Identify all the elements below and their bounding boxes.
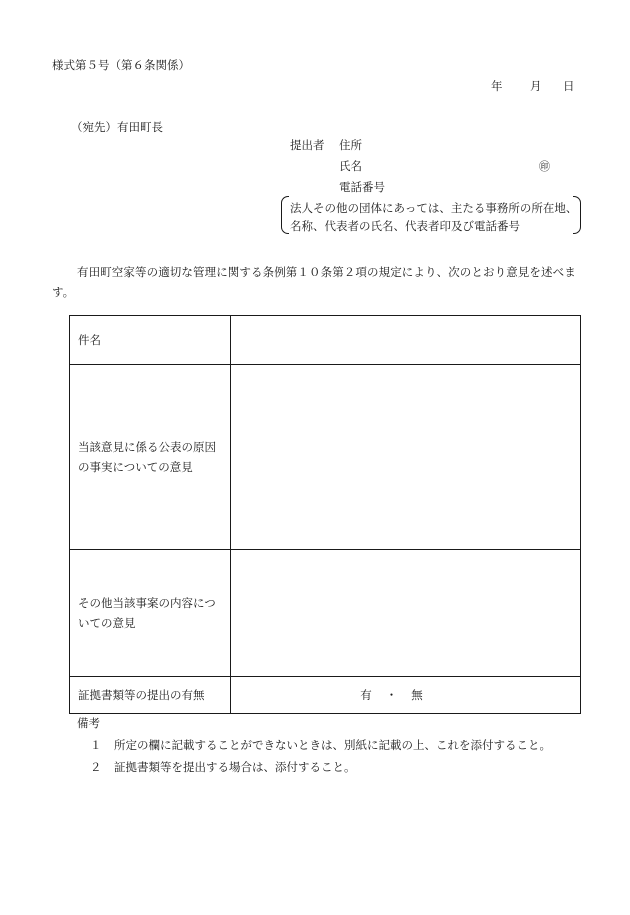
submitter-label: 提出者 [290,138,325,152]
form-number: 様式第５号（第６条関係） [52,58,190,72]
table-row-evidence [70,677,581,714]
remark-number-2: ２ [90,760,102,774]
table-row-subject [70,316,581,365]
other-opinion-field[interactable] [231,550,581,677]
addressee: （宛先）有田町長 [71,120,163,134]
fact-opinion-label: 当該意見に係る公表の原因の事実についての意見 [70,365,231,550]
evidence-label: 証拠書類等の提出の有無 [70,677,231,714]
date-month-label: 月 [530,79,542,93]
address-label: 住所 [339,138,362,152]
remark-text-1: 所定の欄に記載することができないときは、別紙に記載の上、これを添付すること。 [114,738,551,752]
other-opinion-label: その他当該事案の内容についての意見 [70,550,231,677]
evidence-separator: ・ [385,688,398,702]
evidence-yes-option[interactable]: 有 [360,688,372,702]
corporate-note-line1: 法人その他の団体にあっては、主たる事務所の所在地、 [290,201,578,215]
remark-text-2: 証拠書類等を提出する場合は、添付すること。 [114,760,356,774]
remarks-title: 備考 [77,716,100,730]
name-label: 氏名 [339,159,362,173]
remark-number-1: １ [90,738,102,752]
phone-label: 電話番号 [339,180,385,194]
seal-mark: ㊞ [539,160,550,173]
statement: 有田町空家等の適切な管理に関する条例第１０条第２項の規定により、次のとおり意見を述べます。 [52,265,576,299]
date-year-label: 年 [491,79,503,93]
table-row-other-opinion [70,550,581,677]
evidence-no-option[interactable]: 無 [411,688,423,702]
date-day-label: 日 [563,79,575,93]
subject-label: 件名 [70,316,231,365]
corporate-note [281,196,581,236]
left-bracket [281,196,289,234]
evidence-choice [231,677,581,714]
opinion-form-table [69,315,581,714]
fact-opinion-field[interactable] [231,365,581,550]
table-row-fact-opinion [70,365,581,550]
corporate-note-line2: 名称、代表者の氏名、代表者印及び電話番号 [290,219,520,233]
subject-field[interactable] [231,316,581,365]
